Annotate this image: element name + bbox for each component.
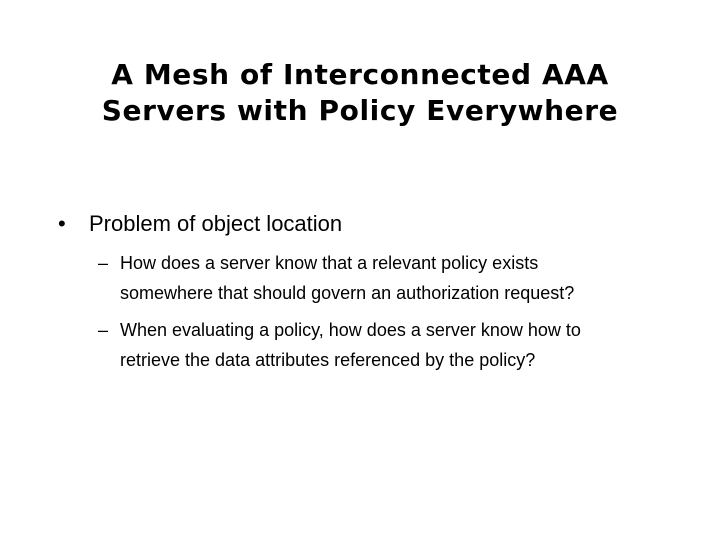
title-line-2: Servers with Policy Everywhere [101,94,619,127]
sub-bullet-line: retrieve the data attributes referenced by the policy? [120,350,536,370]
sub-bullet-policy-exists [98,248,658,308]
bullet-marker: • [58,211,66,236]
sub-bullet-line: somewhere that should govern an authorization request? [120,283,575,303]
sub-bullet-line: How does a server know that a relevant policy exists [120,253,539,273]
sub-bullet-retrieve-attributes [98,315,658,375]
title-line-1: A Mesh of Interconnected AAA [111,58,609,91]
sub-bullet-marker: – [98,253,109,273]
slide-title [40,57,680,129]
sub-bullet-line: When evaluating a policy, how does a server know how to [120,320,581,340]
bullet-text: Problem of object location [89,211,343,236]
sub-bullet-marker: – [98,320,109,340]
bullet-problem-of-object-location [58,210,342,238]
